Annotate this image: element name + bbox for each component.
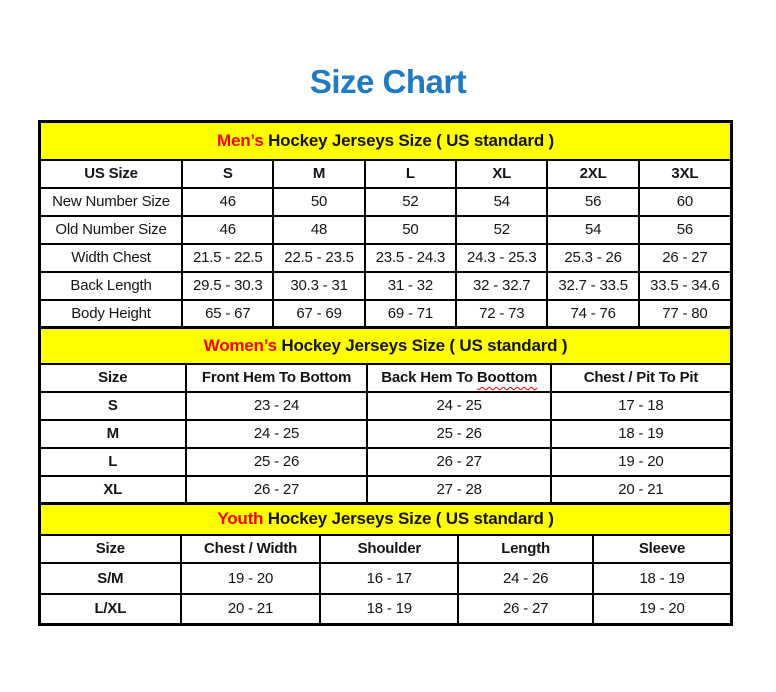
table-row xyxy=(40,392,732,420)
table-row xyxy=(40,188,732,216)
size-chart xyxy=(38,120,733,626)
section-name: Men’s xyxy=(217,130,264,150)
table-cell: 50 xyxy=(273,188,364,216)
table-row xyxy=(40,594,732,625)
column-header: Chest / Width xyxy=(181,535,321,563)
table-cell: 50 xyxy=(365,216,456,244)
table-cell: 46 xyxy=(182,188,273,216)
row-label: S xyxy=(40,392,186,420)
table-row xyxy=(40,448,732,476)
column-header: Size xyxy=(40,364,186,392)
table-body xyxy=(40,188,732,328)
table-row xyxy=(40,420,732,448)
table-cell: 19 - 20 xyxy=(181,563,321,594)
table-cell: 26 - 27 xyxy=(639,244,732,272)
table-cell: 19 - 20 xyxy=(551,448,732,476)
size-table-womens xyxy=(38,326,733,505)
table-row xyxy=(40,216,732,244)
row-label: Back Length xyxy=(40,272,183,300)
column-header: 2XL xyxy=(547,160,638,188)
table-cell: 72 - 73 xyxy=(456,300,547,328)
row-label: New Number Size xyxy=(40,188,183,216)
table-cell: 22.5 - 23.5 xyxy=(273,244,364,272)
section-band-row xyxy=(40,122,732,160)
column-header xyxy=(367,364,550,392)
table-cell: 27 - 28 xyxy=(367,476,550,504)
table-cell: 54 xyxy=(456,188,547,216)
table-cell: 29.5 - 30.3 xyxy=(182,272,273,300)
page-title: Size Chart xyxy=(309,63,467,100)
table-cell: 56 xyxy=(639,216,732,244)
section-band-row xyxy=(40,328,732,364)
table-cell: 20 - 21 xyxy=(181,594,321,625)
table-cell: 24.3 - 25.3 xyxy=(456,244,547,272)
table-cell: 69 - 71 xyxy=(365,300,456,328)
column-header: Size xyxy=(40,535,181,563)
row-label: Old Number Size xyxy=(40,216,183,244)
table-cell: 77 - 80 xyxy=(639,300,732,328)
table-cell: 54 xyxy=(547,216,638,244)
table-row xyxy=(40,476,732,504)
column-header: M xyxy=(273,160,364,188)
table-cell: 74 - 76 xyxy=(547,300,638,328)
table-cell: 26 - 27 xyxy=(186,476,368,504)
size-table-youth xyxy=(38,502,733,626)
column-header-row xyxy=(40,364,732,392)
column-header: XL xyxy=(456,160,547,188)
table-cell: 18 - 19 xyxy=(320,594,458,625)
column-header: Sleeve xyxy=(593,535,731,563)
row-label: Body Height xyxy=(40,300,183,328)
section-name: Women’s xyxy=(203,335,277,355)
table-cell: 23.5 - 24.3 xyxy=(365,244,456,272)
section-title-text: Hockey Jerseys Size ( US standard ) xyxy=(263,130,554,150)
row-label: L/XL xyxy=(40,594,181,625)
table-cell: 16 - 17 xyxy=(320,563,458,594)
table-cell: 18 - 19 xyxy=(593,563,731,594)
table-row xyxy=(40,244,732,272)
column-header: Length xyxy=(458,535,593,563)
column-header: Shoulder xyxy=(320,535,458,563)
misspelled-word: Boottom xyxy=(476,369,538,386)
table-head xyxy=(40,504,732,563)
table-head xyxy=(40,328,732,392)
table-row xyxy=(40,563,732,594)
column-header-text: Back Hem To xyxy=(381,369,477,386)
column-header-row xyxy=(40,535,732,563)
table-cell: 56 xyxy=(547,188,638,216)
table-cell: 33.5 - 34.6 xyxy=(639,272,732,300)
row-label: XL xyxy=(40,476,186,504)
column-header: Front Hem To Bottom xyxy=(186,364,368,392)
table-cell: 32.7 - 33.5 xyxy=(547,272,638,300)
table-cell: 30.3 - 31 xyxy=(273,272,364,300)
column-header: S xyxy=(182,160,273,188)
section-band xyxy=(40,504,732,535)
table-cell: 23 - 24 xyxy=(186,392,368,420)
row-label: Width Chest xyxy=(40,244,183,272)
table-body xyxy=(40,563,732,625)
column-header: Chest / Pit To Pit xyxy=(551,364,732,392)
table-row xyxy=(40,272,732,300)
column-header: L xyxy=(365,160,456,188)
table-cell: 18 - 19 xyxy=(551,420,732,448)
table-cell: 25 - 26 xyxy=(186,448,368,476)
table-cell: 31 - 32 xyxy=(365,272,456,300)
table-cell: 67 - 69 xyxy=(273,300,364,328)
section-band-row xyxy=(40,504,732,535)
table-cell: 25.3 - 26 xyxy=(547,244,638,272)
table-cell: 24 - 25 xyxy=(186,420,368,448)
column-header: US Size xyxy=(40,160,183,188)
table-cell: 65 - 67 xyxy=(182,300,273,328)
table-cell: 25 - 26 xyxy=(367,420,550,448)
table-cell: 24 - 26 xyxy=(458,563,593,594)
column-header: 3XL xyxy=(639,160,732,188)
table-body xyxy=(40,392,732,504)
column-header-row xyxy=(40,160,732,188)
section-title-text: Hockey Jerseys Size ( US standard ) xyxy=(263,509,554,529)
table-cell: 46 xyxy=(182,216,273,244)
table-cell: 24 - 25 xyxy=(367,392,550,420)
row-label: L xyxy=(40,448,186,476)
section-name: Youth xyxy=(217,509,264,529)
table-head xyxy=(40,122,732,188)
table-cell: 52 xyxy=(365,188,456,216)
table-cell: 26 - 27 xyxy=(458,594,593,625)
table-cell: 52 xyxy=(456,216,547,244)
table-cell: 19 - 20 xyxy=(593,594,731,625)
table-cell: 20 - 21 xyxy=(551,476,732,504)
section-title-text: Hockey Jerseys Size ( US standard ) xyxy=(276,335,568,355)
section-band xyxy=(40,122,732,160)
row-label: M xyxy=(40,420,186,448)
table-cell: 17 - 18 xyxy=(551,392,732,420)
row-label: S/M xyxy=(40,563,181,594)
table-cell: 60 xyxy=(639,188,732,216)
table-cell: 21.5 - 22.5 xyxy=(182,244,273,272)
section-band xyxy=(40,328,732,364)
table-row xyxy=(40,300,732,328)
table-cell: 32 - 32.7 xyxy=(456,272,547,300)
table-cell: 48 xyxy=(273,216,364,244)
table-cell: 26 - 27 xyxy=(367,448,550,476)
size-table-mens xyxy=(38,120,733,329)
